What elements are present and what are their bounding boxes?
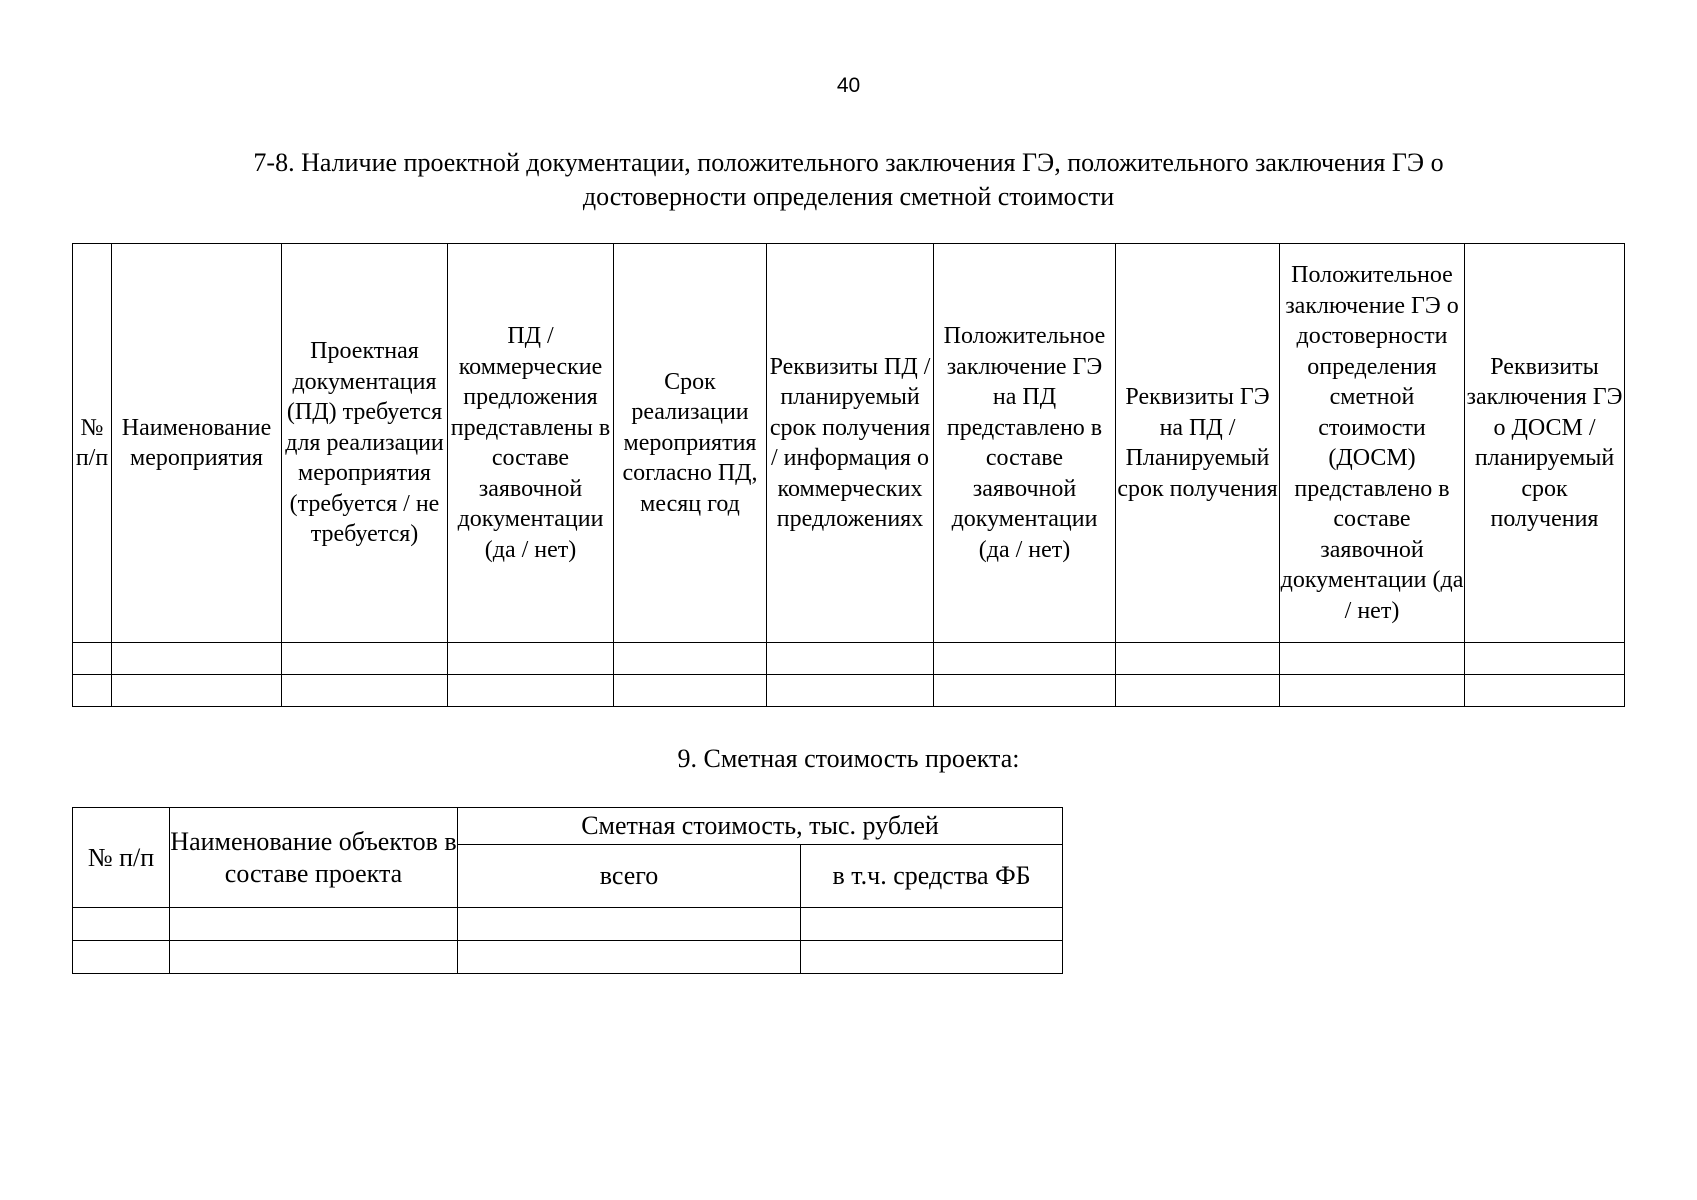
section-title-7-8: 7-8. Наличие проектной документации, положительного заключения ГЭ, положительного заключения ГЭ о достоверности определения сметной стоимости [253,148,1444,211]
table-row [73,941,1063,974]
table-header-row [73,808,1063,845]
table-cell[interactable] [458,908,801,941]
estimated-cost-table [72,807,1063,974]
header-cell-federal-budget: в т.ч. средства ФБ [801,845,1063,908]
table-cell[interactable] [282,675,448,707]
table-cell[interactable] [282,643,448,675]
header-cell: Реквизиты ПД / планируемый срок получения / информация о коммерческих предложениях [767,244,934,643]
header-cell: Положительное заключение ГЭ на ПД представлено в составе заявочной документации (да / нет) [934,244,1116,643]
table-cell[interactable] [1280,675,1465,707]
table-row [73,675,1625,707]
table-row [73,908,1063,941]
header-cell: Положительное заключение ГЭ о достоверности определения сметной стоимости (ДОСМ) представлено в составе заявочной документации (да / нет) [1280,244,1465,643]
table-cell[interactable] [458,941,801,974]
table-cell[interactable] [112,675,282,707]
table-cell[interactable] [934,675,1116,707]
header-cell-total: всего [458,845,801,908]
header-cell: ПД / коммерческие предложения представлены в составе заявочной документации (да / нет) [448,244,614,643]
table-cell[interactable] [767,643,934,675]
table-cell[interactable] [614,675,767,707]
table-cell[interactable] [170,908,458,941]
table-cell[interactable] [448,643,614,675]
table-row [73,643,1625,675]
table-cell[interactable] [1465,675,1625,707]
header-cell: Срок реализации мероприятия согласно ПД, месяц год [614,244,767,643]
table-cell[interactable] [1116,643,1280,675]
header-cell-cost-group: Сметная стоимость, тыс. рублей [458,808,1063,845]
table-cell[interactable] [801,941,1063,974]
table-cell[interactable] [112,643,282,675]
table-cell[interactable] [1280,643,1465,675]
project-documentation-table [72,243,1625,707]
table-cell[interactable] [614,643,767,675]
header-cell: Проектная документация (ПД) требуется для реализации мероприятия (требуется / не требуется) [282,244,448,643]
table-cell[interactable] [801,908,1063,941]
table-cell[interactable] [1116,675,1280,707]
table-cell[interactable] [73,908,170,941]
header-cell: № п/п [73,244,112,643]
header-cell-object-name: Наименование объектов в составе проекта [170,808,458,908]
header-cell: Наименование мероприятия [112,244,282,643]
header-cell: Реквизиты ГЭ на ПД / Планируемый срок получения [1116,244,1280,643]
table-cell[interactable] [170,941,458,974]
table-cell[interactable] [73,675,112,707]
table-cell[interactable] [767,675,934,707]
header-cell: Реквизиты заключения ГЭ о ДОСМ / планируемый срок получения [1465,244,1625,643]
table-cell[interactable] [73,941,170,974]
table-cell[interactable] [448,675,614,707]
table-cell[interactable] [1465,643,1625,675]
section-title-9: 9. Сметная стоимость проекта: [677,744,1020,773]
table-cell[interactable] [73,643,112,675]
header-cell-number: № п/п [73,808,170,908]
page-number: 40 [836,74,861,97]
table-header-row [73,244,1625,643]
table-cell[interactable] [934,643,1116,675]
